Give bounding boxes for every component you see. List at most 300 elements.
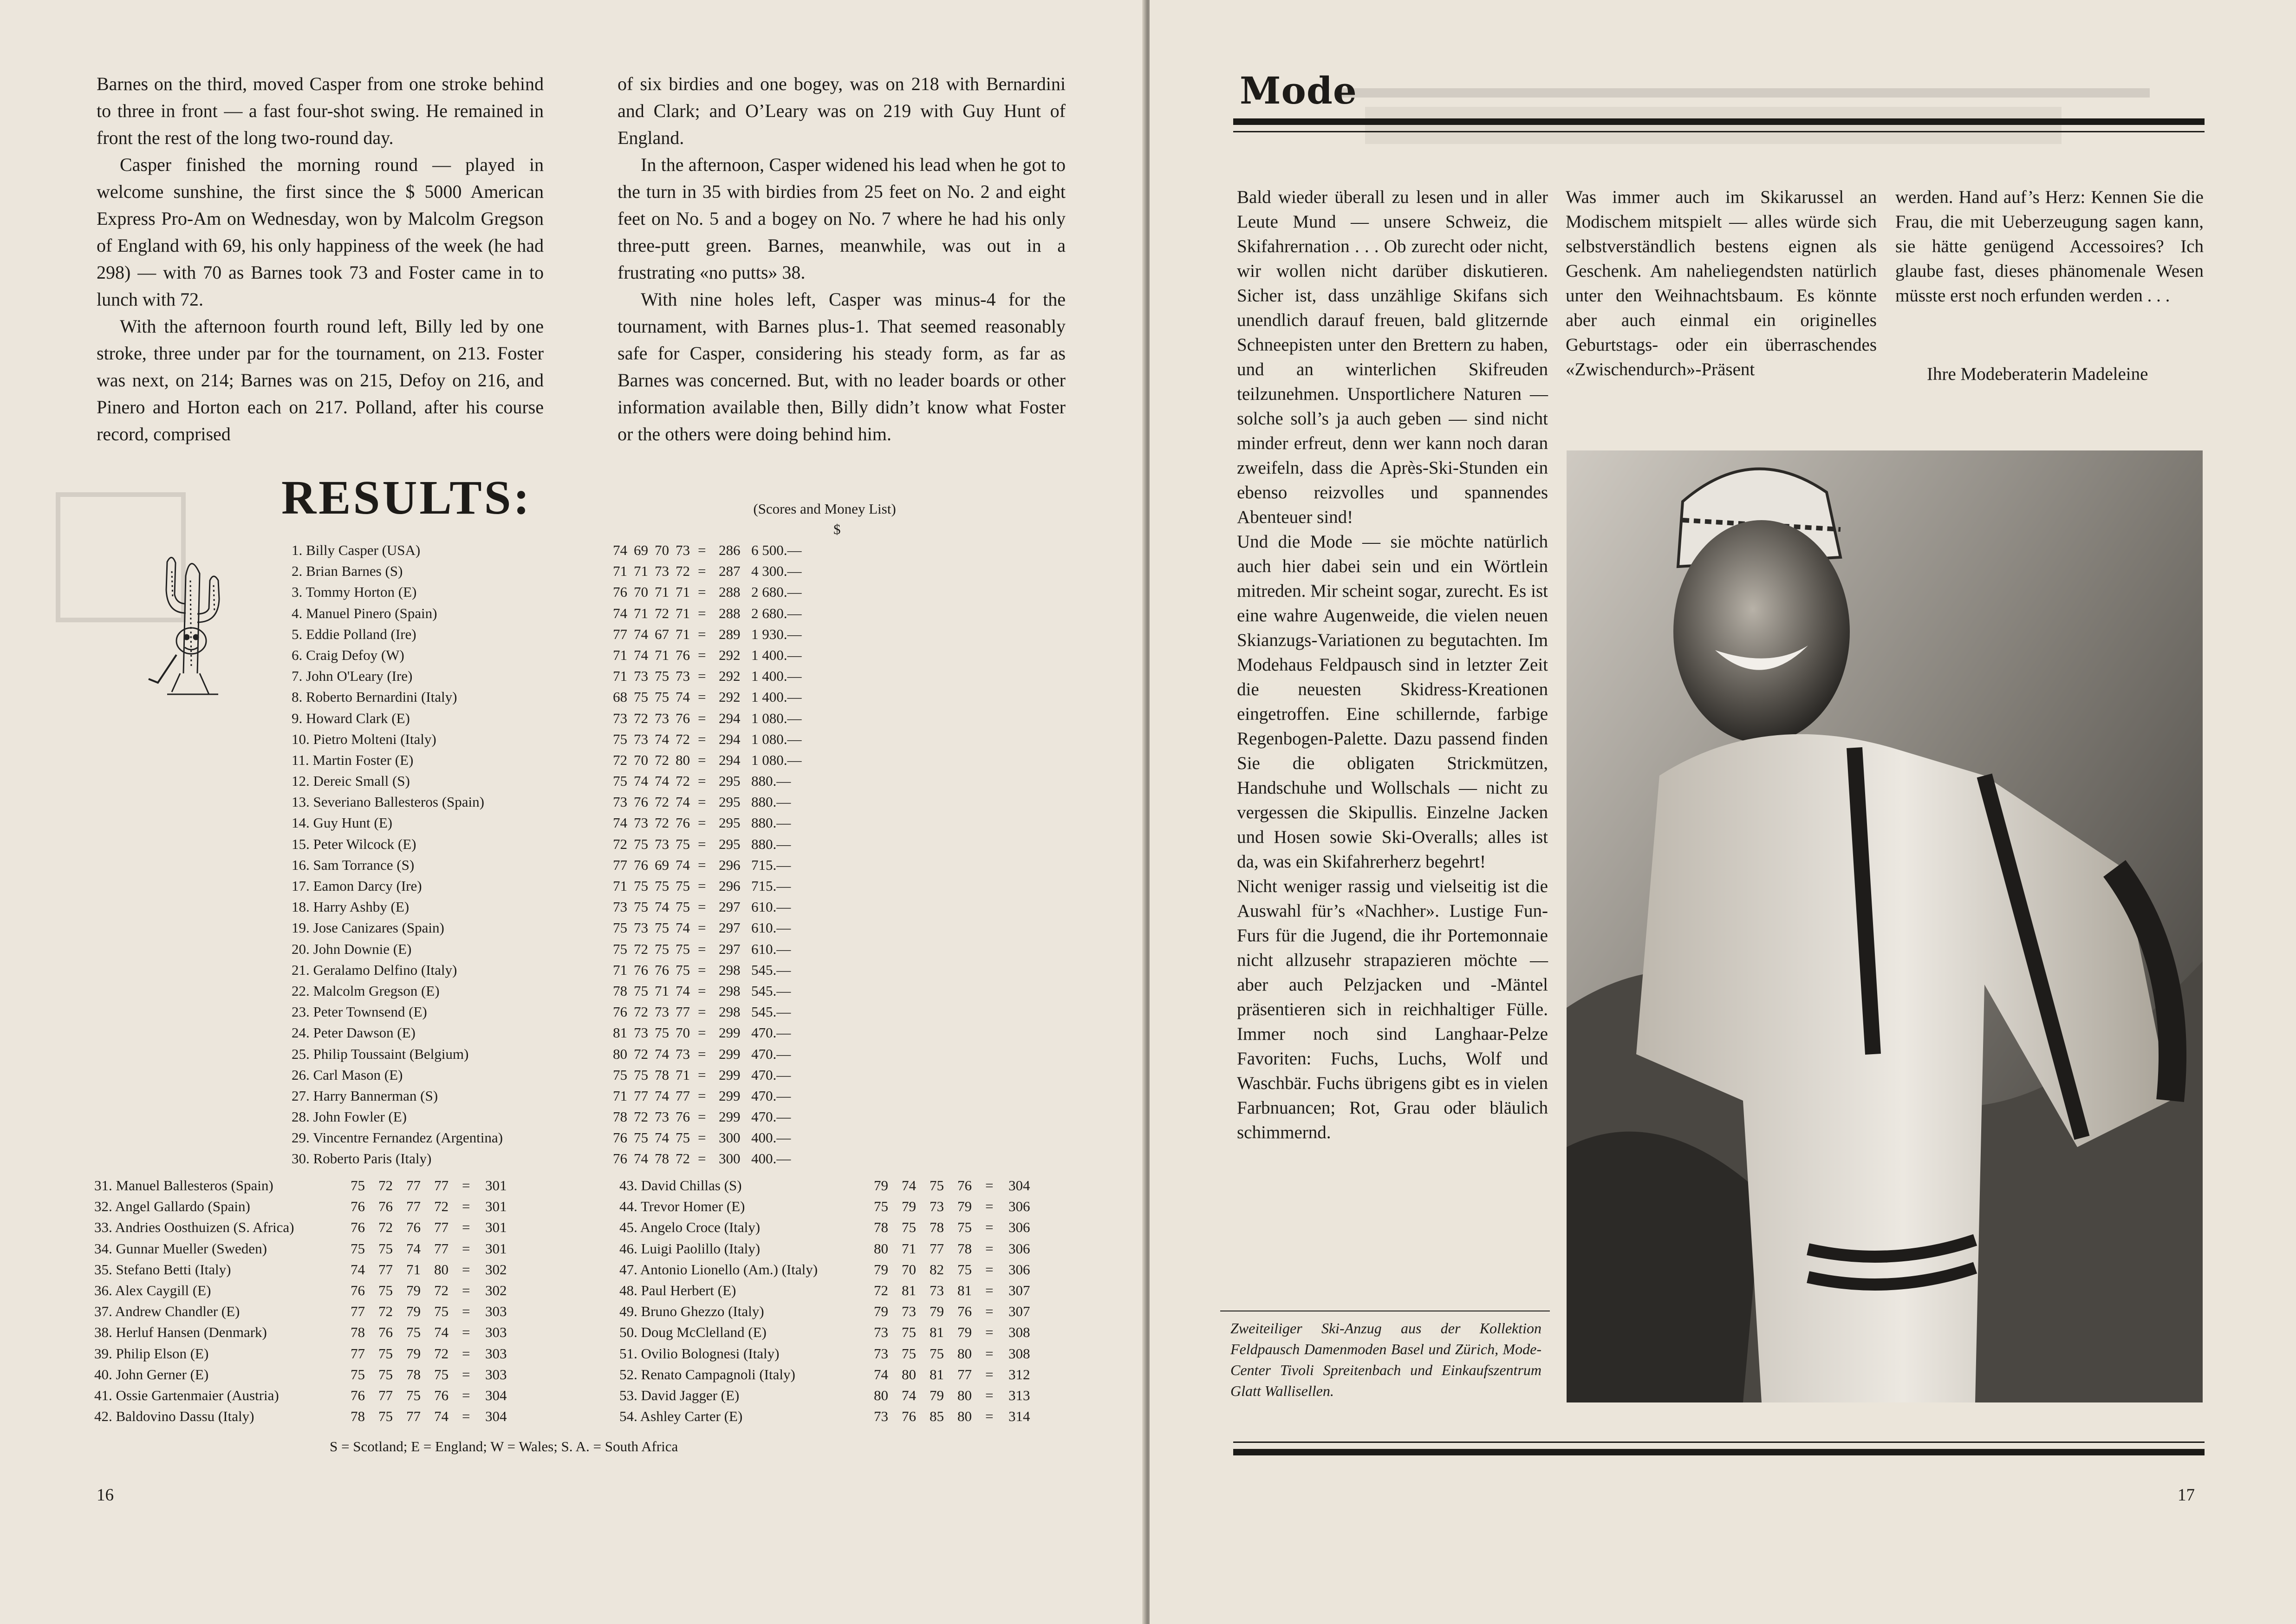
round-score: 80 xyxy=(434,1261,449,1278)
equals-sign: = xyxy=(462,1324,470,1341)
result-row xyxy=(619,1301,1065,1322)
player-name: 24. Peter Dawson (E) xyxy=(292,1024,416,1041)
equals-sign: = xyxy=(985,1408,994,1425)
round-score: 71 xyxy=(676,626,690,642)
prize-money: 1 400.— xyxy=(751,668,802,685)
equals-sign: = xyxy=(698,1150,706,1167)
player-name: 7. John O'Leary (Ire) xyxy=(292,668,413,685)
total-score: 304 xyxy=(485,1387,507,1403)
round-score: 75 xyxy=(655,878,669,894)
prize-money: 880.— xyxy=(751,773,791,789)
prize-money: 400.— xyxy=(751,1129,791,1146)
prize-money: 610.— xyxy=(751,940,791,957)
round-score: 72 xyxy=(655,751,669,768)
round-score: 75 xyxy=(676,940,690,957)
article-column-2 xyxy=(618,71,1066,448)
round-score: 79 xyxy=(406,1303,421,1320)
round-score: 72 xyxy=(655,794,669,810)
total-score: 304 xyxy=(485,1408,507,1425)
round-score: 77 xyxy=(613,626,627,642)
round-score: 73 xyxy=(634,1024,648,1041)
round-score: 78 xyxy=(874,1219,888,1236)
round-score: 76 xyxy=(351,1387,365,1403)
round-score: 71 xyxy=(655,646,669,663)
round-score: 73 xyxy=(676,542,690,558)
prize-money: 1 930.— xyxy=(751,626,802,642)
round-score: 72 xyxy=(634,1004,648,1020)
round-score: 80 xyxy=(676,751,690,768)
result-row xyxy=(292,1085,826,1106)
player-name: 1. Billy Casper (USA) xyxy=(292,542,421,558)
round-score: 75 xyxy=(902,1219,916,1236)
round-score: 75 xyxy=(634,1066,648,1083)
round-score: 73 xyxy=(874,1345,888,1362)
result-row xyxy=(619,1217,1065,1238)
round-score: 76 xyxy=(676,646,690,663)
player-name: 32. Angel Gallardo (Spain) xyxy=(94,1198,250,1215)
total-score: 306 xyxy=(1008,1240,1030,1257)
result-row xyxy=(292,581,826,602)
prize-money: 880.— xyxy=(751,794,791,810)
round-score: 77 xyxy=(351,1345,365,1362)
paragraph: With nine holes left, Casper was minus-4 for the tournament, with Barnes plus-1. That seemed reasonably safe for Casper, considering his steady form, as far as Barnes was concerned. But, with no leader boards or other information available then, Billy didn’t know what Foster or the others were doing behind him. xyxy=(618,289,1066,444)
result-row xyxy=(619,1196,1065,1217)
total-score: 304 xyxy=(1008,1177,1030,1194)
prize-money: 1 080.— xyxy=(751,751,802,768)
equals-sign: = xyxy=(462,1240,470,1257)
prize-money: 400.— xyxy=(751,1150,791,1167)
round-score: 70 xyxy=(655,542,669,558)
equals-sign: = xyxy=(985,1345,994,1362)
round-score: 74 xyxy=(655,1087,669,1104)
total-score: 288 xyxy=(719,584,741,600)
round-score: 79 xyxy=(930,1303,944,1320)
round-score: 76 xyxy=(351,1219,365,1236)
paragraph: Barnes on the third, moved Casper from one stroke behind to three in front — a fast four-shot swing. He remained in front the rest of the long two-round day. xyxy=(97,73,544,148)
player-name: 54. Ashley Carter (E) xyxy=(619,1408,743,1425)
result-row xyxy=(292,770,826,791)
round-score: 75 xyxy=(634,899,648,915)
round-score: 72 xyxy=(378,1219,393,1236)
player-name: 15. Peter Wilcock (E) xyxy=(292,835,416,852)
round-score: 75 xyxy=(378,1282,393,1298)
equals-sign: = xyxy=(698,794,706,810)
round-score: 71 xyxy=(634,605,648,621)
equals-sign: = xyxy=(698,584,706,600)
equals-sign: = xyxy=(985,1240,994,1257)
equals-sign: = xyxy=(698,751,706,768)
result-row xyxy=(292,1022,826,1043)
round-score: 69 xyxy=(634,542,648,558)
equals-sign: = xyxy=(698,710,706,726)
round-score: 71 xyxy=(613,878,627,894)
total-score: 298 xyxy=(719,961,741,978)
total-score: 294 xyxy=(719,710,741,726)
player-name: 19. Jose Canizares (Spain) xyxy=(292,920,444,936)
round-score: 75 xyxy=(676,899,690,915)
total-score: 302 xyxy=(485,1282,507,1298)
player-name: 48. Paul Herbert (E) xyxy=(619,1282,736,1298)
player-name: 28. John Fowler (E) xyxy=(292,1109,407,1125)
player-name: 16. Sam Torrance (S) xyxy=(292,856,415,873)
equals-sign: = xyxy=(698,920,706,936)
round-score: 75 xyxy=(613,920,627,936)
round-score: 72 xyxy=(434,1282,449,1298)
round-score: 81 xyxy=(902,1282,916,1298)
round-score: 75 xyxy=(613,1066,627,1083)
round-score: 81 xyxy=(930,1324,944,1341)
round-score: 75 xyxy=(378,1408,393,1425)
result-row xyxy=(292,939,826,959)
total-score: 313 xyxy=(1008,1387,1030,1403)
round-score: 75 xyxy=(351,1366,365,1383)
round-score: 76 xyxy=(351,1198,365,1215)
ski-fashion-photo xyxy=(1567,450,2203,1402)
round-score: 75 xyxy=(655,920,669,936)
result-row xyxy=(292,540,826,561)
equals-sign: = xyxy=(462,1219,470,1236)
player-name: 51. Ovilio Bolognesi (Italy) xyxy=(619,1345,780,1362)
round-score: 76 xyxy=(902,1408,916,1425)
round-score: 75 xyxy=(351,1240,365,1257)
scores-header: (Scores and Money List) xyxy=(753,501,896,517)
total-score: 306 xyxy=(1008,1219,1030,1236)
round-score: 81 xyxy=(613,1024,627,1041)
currency-symbol: $ xyxy=(833,521,841,537)
round-score: 74 xyxy=(634,626,648,642)
total-score: 288 xyxy=(719,605,741,621)
equals-sign: = xyxy=(985,1219,994,1236)
result-row xyxy=(292,1148,826,1169)
player-name: 31. Manuel Ballesteros (Spain) xyxy=(94,1177,273,1194)
player-name: 12. Dereic Small (S) xyxy=(292,773,410,789)
equals-sign: = xyxy=(698,1024,706,1041)
player-name: 37. Andrew Chandler (E) xyxy=(94,1303,240,1320)
prize-money: 610.— xyxy=(751,920,791,936)
round-score: 77 xyxy=(406,1177,421,1194)
round-score: 70 xyxy=(634,751,648,768)
player-name: 18. Harry Ashby (E) xyxy=(292,899,410,915)
player-name: 21. Geralamo Delfino (Italy) xyxy=(292,961,457,978)
round-score: 76 xyxy=(613,1129,627,1146)
round-score: 74 xyxy=(655,773,669,789)
total-score: 297 xyxy=(719,920,741,936)
round-score: 76 xyxy=(957,1177,972,1194)
result-row xyxy=(292,729,826,750)
equals-sign: = xyxy=(698,835,706,852)
total-score: 292 xyxy=(719,668,741,685)
result-row xyxy=(94,1343,540,1364)
round-score: 76 xyxy=(655,961,669,978)
paragraph: werden. Hand auf’s Herz: Kennen Sie die Frau, die mit Ueberzeugung sagen kann, sie hätte genügend Accessoires? Ich glaube fast, dieses phänomenale Wesen müsste erst noch erfunden werden . . . xyxy=(1895,187,2204,306)
round-score: 73 xyxy=(930,1282,944,1298)
round-score: 72 xyxy=(634,940,648,957)
round-score: 78 xyxy=(351,1324,365,1341)
round-score: 77 xyxy=(613,856,627,873)
round-score: 76 xyxy=(613,1150,627,1167)
round-score: 72 xyxy=(634,1109,648,1125)
total-score: 299 xyxy=(719,1045,741,1062)
equals-sign: = xyxy=(698,1045,706,1062)
total-score: 312 xyxy=(1008,1366,1030,1383)
total-score: 303 xyxy=(485,1324,507,1341)
round-score: 75 xyxy=(930,1345,944,1362)
fashion-column-1 xyxy=(1237,185,1548,1145)
round-score: 74 xyxy=(902,1387,916,1403)
round-score: 72 xyxy=(613,751,627,768)
round-score: 73 xyxy=(930,1198,944,1215)
player-name: 52. Renato Campagnoli (Italy) xyxy=(619,1366,795,1383)
equals-sign: = xyxy=(462,1408,470,1425)
equals-sign: = xyxy=(698,815,706,831)
player-name: 8. Roberto Bernardini (Italy) xyxy=(292,689,457,705)
equals-sign: = xyxy=(698,646,706,663)
round-score: 75 xyxy=(957,1219,972,1236)
round-score: 75 xyxy=(613,940,627,957)
prize-money: 470.— xyxy=(751,1109,791,1125)
result-row xyxy=(94,1301,540,1322)
round-score: 72 xyxy=(634,710,648,726)
round-score: 72 xyxy=(676,1150,690,1167)
round-score: 72 xyxy=(676,773,690,789)
round-score: 73 xyxy=(676,1045,690,1062)
player-name: 26. Carl Mason (E) xyxy=(292,1066,403,1083)
result-row xyxy=(292,624,826,645)
result-row xyxy=(292,1044,826,1064)
round-score: 74 xyxy=(655,1045,669,1062)
player-name: 6. Craig Defoy (W) xyxy=(292,646,404,663)
page-number: 16 xyxy=(97,1486,114,1505)
round-score: 74 xyxy=(434,1408,449,1425)
round-score: 75 xyxy=(655,689,669,705)
result-row xyxy=(94,1196,540,1217)
equals-sign: = xyxy=(985,1366,994,1383)
player-name: 49. Bruno Ghezzo (Italy) xyxy=(619,1303,764,1320)
equals-sign: = xyxy=(462,1387,470,1403)
result-row xyxy=(292,686,826,707)
round-score: 75 xyxy=(613,773,627,789)
title-rule-thin xyxy=(1233,131,2205,132)
paragraph: Und die Mode — sie möchte natürlich auch hier dabei sein und ein Wörtlein mitreden. Mir scheint sogar, zurecht. Es ist eine wahre Augenweide, die vielen neuen Skianzugs-Variationen zu begutachten. Im Modehaus Feldpausch sind in letzter Zeit die neuesten Skidress-Kreationen eingetroffen. Eine schillernde, farbige Regenbogen-Palette. Dazu passend finden Sie die obligaten Strickmützen, Handschuhe und Wollschals — nicht zu vergessen die Skipullis. Einzelne Jacken und Hosen sowie Ski-Overalls; alles ist da, was ein Skifahrerherz begehrt! xyxy=(1237,532,1548,872)
round-score: 75 xyxy=(655,668,669,685)
round-score: 70 xyxy=(902,1261,916,1278)
result-row xyxy=(94,1322,540,1343)
result-row xyxy=(94,1217,540,1238)
result-row xyxy=(619,1364,1065,1385)
player-name: 13. Severiano Ballesteros (Spain) xyxy=(292,794,484,810)
player-name: 11. Martin Foster (E) xyxy=(292,751,414,768)
round-score: 75 xyxy=(676,835,690,852)
result-row xyxy=(292,708,826,729)
prize-money: 6 500.— xyxy=(751,542,802,558)
paragraph: of six birdies and one bogey, was on 218 with Bernardini and Clark; and O’Leary was on 219 with Guy Hunt of England. xyxy=(618,73,1066,148)
round-score: 75 xyxy=(634,982,648,999)
round-score: 71 xyxy=(613,668,627,685)
total-score: 301 xyxy=(485,1177,507,1194)
total-score: 292 xyxy=(719,689,741,705)
player-name: 35. Stefano Betti (Italy) xyxy=(94,1261,231,1278)
round-score: 77 xyxy=(378,1387,393,1403)
nationality-legend: S = Scotland; E = England; W = Wales; S. A. = South Africa xyxy=(330,1438,678,1454)
round-score: 74 xyxy=(434,1324,449,1341)
result-row xyxy=(292,603,826,624)
round-score: 73 xyxy=(634,668,648,685)
equals-sign: = xyxy=(698,1004,706,1020)
round-score: 74 xyxy=(613,605,627,621)
player-name: 41. Ossie Gartenmaier (Austria) xyxy=(94,1387,279,1403)
player-name: 3. Tommy Horton (E) xyxy=(292,584,417,600)
paragraph: Bald wieder überall zu lesen und in aller Leute Mund — unsere Schweiz, die Skifahrernation . . . Ob zurecht oder nicht, wir wollen nicht darüber diskutieren. Sicher ist, dass unzählige Skifans sich unendlich darauf freuen, bald glitzernde Schneepisten unter den Brettern zu haben, und an winterlichen Skifreuden teilzunehmen. Unsportlichere Naturen — solche soll’s ja auch geben — sind nicht minder erfreut, denn wer kann noch daran zweifeln, dass die Après-Ski-Stunden ein ebenso reizvolles und spannendes Abenteuer sind! xyxy=(1237,187,1548,527)
round-score: 70 xyxy=(634,584,648,600)
round-score: 75 xyxy=(378,1240,393,1257)
round-score: 80 xyxy=(957,1387,972,1403)
total-score: 295 xyxy=(719,794,741,810)
result-row xyxy=(619,1385,1065,1406)
round-score: 73 xyxy=(613,794,627,810)
equals-sign: = xyxy=(985,1177,994,1194)
prize-money: 470.— xyxy=(751,1087,791,1104)
result-row xyxy=(619,1175,1065,1196)
round-score: 73 xyxy=(613,710,627,726)
result-row xyxy=(292,834,826,854)
round-score: 78 xyxy=(655,1066,669,1083)
prize-money: 545.— xyxy=(751,982,791,999)
round-score: 75 xyxy=(634,835,648,852)
player-name: 33. Andries Oosthuizen (S. Africa) xyxy=(94,1219,294,1236)
result-row xyxy=(619,1322,1065,1343)
equals-sign: = xyxy=(698,1087,706,1104)
round-score: 74 xyxy=(676,856,690,873)
result-row xyxy=(94,1385,540,1406)
bleed-through-heading xyxy=(1337,60,2150,167)
equals-sign: = xyxy=(462,1177,470,1194)
round-score: 75 xyxy=(902,1345,916,1362)
round-score: 71 xyxy=(655,982,669,999)
round-score: 74 xyxy=(676,982,690,999)
round-score: 75 xyxy=(930,1177,944,1194)
total-score: 289 xyxy=(719,626,741,642)
round-score: 71 xyxy=(655,584,669,600)
round-score: 72 xyxy=(378,1177,393,1194)
round-score: 79 xyxy=(874,1261,888,1278)
round-score: 81 xyxy=(957,1282,972,1298)
result-row xyxy=(292,750,826,770)
paragraph: Casper finished the morning round — played in welcome sunshine, the first since the $ 5000 American Express Pro-Am on Wednesday, won by Malcolm Gregson of England with 69, his only happiness of the week (he had 298) — with 70 as Barnes took 73 and Foster came in to lunch with 72. xyxy=(97,154,544,310)
total-score: 299 xyxy=(719,1024,741,1041)
round-score: 72 xyxy=(874,1282,888,1298)
player-name: 38. Herluf Hansen (Denmark) xyxy=(94,1324,267,1341)
result-row xyxy=(619,1259,1065,1280)
round-score: 72 xyxy=(655,605,669,621)
round-score: 76 xyxy=(406,1219,421,1236)
player-name: 45. Angelo Croce (Italy) xyxy=(619,1219,761,1236)
round-score: 71 xyxy=(613,961,627,978)
round-score: 75 xyxy=(406,1324,421,1341)
equals-sign: = xyxy=(698,689,706,705)
round-score: 80 xyxy=(902,1366,916,1383)
result-row xyxy=(292,561,826,581)
paragraph: In the afternoon, Casper widened his lead when he got to the turn in 35 with birdies from 25 feet on No. 2 and eight feet on No. 5 and a bogey on No. 7 where he had his only three-putt green. Barnes, meanwhile, was out in a frustrating «no putts» 38. xyxy=(618,154,1066,283)
round-score: 71 xyxy=(902,1240,916,1257)
round-score: 72 xyxy=(676,563,690,580)
photo-caption: Zweiteiliger Ski-Anzug aus der Kollektion Feldpausch Damenmoden Basel und Zürich, Mode-Center Tivoli Spreitenbach und Einkaufszentrum Glatt Wallisellen. xyxy=(1230,1320,1542,1399)
result-row xyxy=(619,1343,1065,1364)
total-score: 295 xyxy=(719,835,741,852)
total-score: 307 xyxy=(1008,1303,1030,1320)
equals-sign: = xyxy=(985,1303,994,1320)
equals-sign: = xyxy=(462,1345,470,1362)
round-score: 72 xyxy=(378,1303,393,1320)
section-title: Mode xyxy=(1240,69,1357,112)
round-score: 78 xyxy=(613,1109,627,1125)
equals-sign: = xyxy=(698,668,706,685)
prize-money: 880.— xyxy=(751,835,791,852)
round-score: 77 xyxy=(434,1219,449,1236)
equals-sign: = xyxy=(985,1324,994,1341)
total-score: 295 xyxy=(719,773,741,789)
total-score: 308 xyxy=(1008,1324,1030,1341)
round-score: 72 xyxy=(655,815,669,831)
prize-money: 4 300.— xyxy=(751,563,802,580)
round-score: 79 xyxy=(406,1282,421,1298)
player-name: 4. Manuel Pinero (Spain) xyxy=(292,605,437,621)
round-score: 73 xyxy=(634,730,648,747)
round-score: 76 xyxy=(613,584,627,600)
total-score: 301 xyxy=(485,1240,507,1257)
round-score: 73 xyxy=(655,1109,669,1125)
round-score: 68 xyxy=(613,689,627,705)
player-name: 10. Pietro Molteni (Italy) xyxy=(292,730,436,747)
prize-money: 545.— xyxy=(751,961,791,978)
round-score: 76 xyxy=(676,815,690,831)
prize-money: 610.— xyxy=(751,899,791,915)
prize-money: 880.— xyxy=(751,815,791,831)
round-score: 77 xyxy=(406,1408,421,1425)
round-score: 74 xyxy=(902,1177,916,1194)
bottom-rule xyxy=(1233,1449,2205,1455)
round-score: 73 xyxy=(655,563,669,580)
result-row xyxy=(94,1175,540,1196)
round-score: 75 xyxy=(655,1024,669,1041)
round-score: 79 xyxy=(874,1303,888,1320)
paragraph: Nicht weniger rassig und vielseitig ist die Auswahl für’s «Nachher». Lustige Fun-Furs für die Jugend, die ihr Portemonnaie nicht allzusehr strapazieren möchte — aber auch Pelzjacken und -Mäntel präsentieren sich in reichhaltiger Fülle. Immer noch sind Langhaar-Pelze Favoriten: Fuchs, Luchs, Wolf und Waschbär. Fuchs übrigens gibt es in vielen Farbnuancen; Rot, Grau oder bläulich schimmernd. xyxy=(1237,876,1548,1142)
round-score: 75 xyxy=(874,1198,888,1215)
prize-money: 545.— xyxy=(751,1004,791,1020)
equals-sign: = xyxy=(698,1109,706,1125)
round-score: 71 xyxy=(634,563,648,580)
round-score: 80 xyxy=(613,1045,627,1062)
round-score: 74 xyxy=(351,1261,365,1278)
round-score: 76 xyxy=(634,794,648,810)
result-row xyxy=(94,1406,540,1427)
player-name: 23. Peter Townsend (E) xyxy=(292,1004,427,1020)
round-score: 74 xyxy=(676,794,690,810)
result-row xyxy=(292,812,826,833)
round-score: 73 xyxy=(902,1303,916,1320)
prize-money: 715.— xyxy=(751,856,791,873)
round-score: 75 xyxy=(634,878,648,894)
round-score: 73 xyxy=(655,710,669,726)
equals-sign: = xyxy=(462,1261,470,1278)
total-score: 299 xyxy=(719,1109,741,1125)
result-row xyxy=(619,1406,1065,1427)
player-name: 2. Brian Barnes (S) xyxy=(292,563,403,580)
round-score: 72 xyxy=(434,1345,449,1362)
round-score: 71 xyxy=(613,563,627,580)
result-row xyxy=(292,1001,826,1022)
result-row xyxy=(94,1364,540,1385)
result-row xyxy=(292,645,826,665)
